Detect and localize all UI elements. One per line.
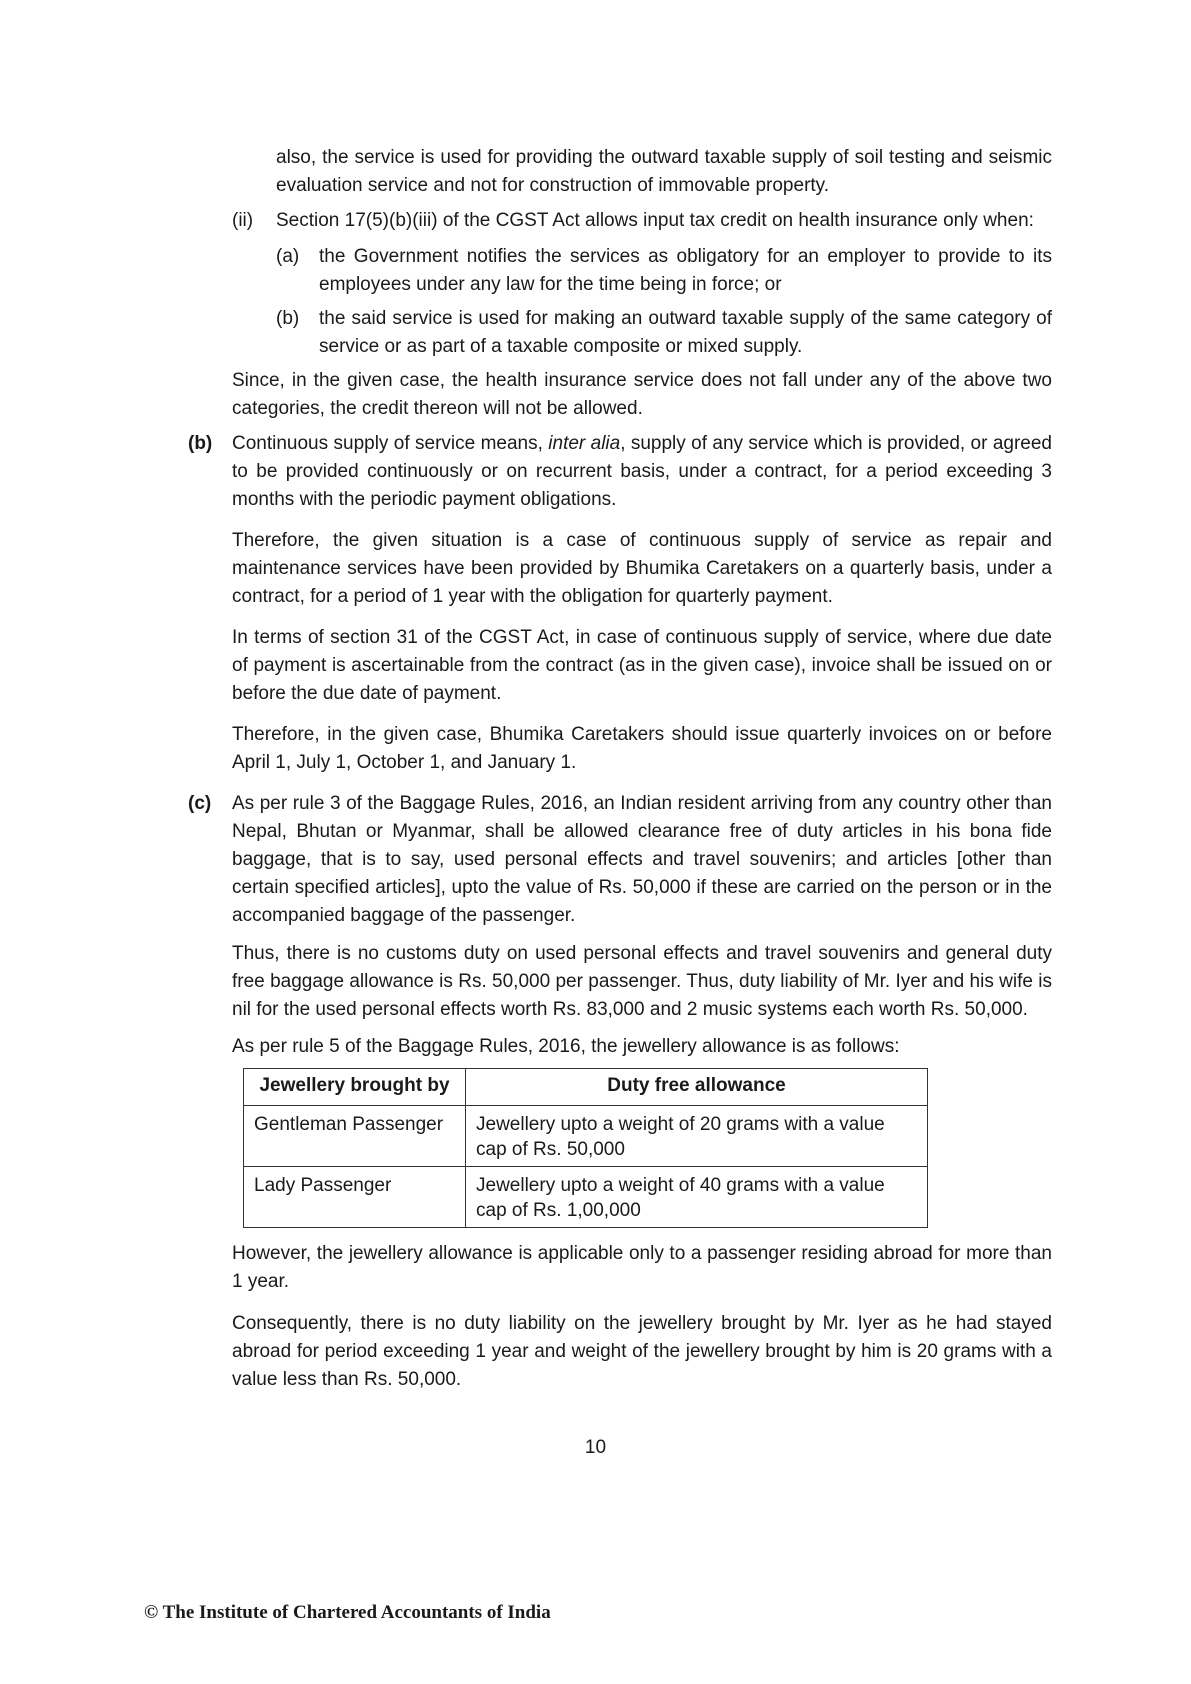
- table-row: [244, 1106, 928, 1167]
- part-b-p4: Therefore, in the given case, Bhumika Caretakers should issue quarterly invoices on or before April 1, July 1, October 1, and January 1.: [232, 724, 1052, 773]
- item-ii-label: (ii): [232, 210, 254, 231]
- item-ii-text: Section 17(5)(b)(iii) of the CGST Act allows input tax credit on health insurance only when:: [276, 210, 1034, 231]
- item-ii-sub-a-label: (a): [276, 246, 300, 267]
- part-c-p1: As per rule 3 of the Baggage Rules, 2016, an Indian resident arriving from any country other than Nepal, Bhutan or Myanmar, shall be allowed clearance free of duty articles in his bona fide baggage, that is to say, used personal effects and travel souvenirs; and articles [other than certain specified articles], upto the value of Rs. 50,000 if these are carried on the person or in the accompanied baggage of the passenger.: [232, 793, 1052, 926]
- table-cell: Lady Passenger: [244, 1167, 466, 1228]
- part-b-p1-post: , supply of any service which is provided, or agreed to be provided continuously or on recurrent basis, under a contract, for a period exceeding 3 months with the periodic payment obligations.: [232, 433, 1052, 510]
- table-cell: Gentleman Passenger: [244, 1106, 466, 1167]
- part-b-p1-italic: inter alia: [548, 433, 621, 454]
- item-ii-sub-b-label: (b): [276, 308, 300, 329]
- part-b-p3: In terms of section 31 of the CGST Act, in case of continuous supply of service, where due date of payment is ascertainable from the contract (as in the given case), invoice shall be issued on or before the due date of payment.: [232, 627, 1052, 704]
- part-c-p5: Consequently, there is no duty liability on the jewellery brought by Mr. Iyer as he had stayed abroad for period exceeding 1 year and weight of the jewellery brought by him is 20 grams with a value less than Rs. 50,000.: [232, 1313, 1052, 1390]
- table-row: [244, 1167, 928, 1228]
- item-ii-sub-b-text: the said service is used for making an outward taxable supply of the same category of service or as part of a taxable composite or mixed supply.: [319, 308, 1052, 357]
- part-c-label: (c): [188, 793, 212, 814]
- part-b-p2: Therefore, the given situation is a case of continuous supply of service as repair and maintenance services have been provided by Bhumika Caretakers on a quarterly basis, under a contract, for a period of 1 year with the obligation for quarterly payment.: [232, 530, 1052, 607]
- part-c-p4: However, the jewellery allowance is applicable only to a passenger residing abroad for more than 1 year.: [232, 1243, 1052, 1292]
- part-b-label: (b): [188, 433, 213, 454]
- item-ii-sub-a-text: the Government notifies the services as obligatory for an employer to provide to its employees under any law for the time being in force; or: [319, 246, 1052, 295]
- table-header-cell: Duty free allowance: [466, 1069, 928, 1106]
- table-header-cell: Jewellery brought by: [244, 1069, 466, 1106]
- item-ii-conclusion: Since, in the given case, the health insurance service does not fall under any of the above two categories, the credit thereon will not be allowed.: [232, 370, 1052, 419]
- footer-copyright: © The Institute of Chartered Accountants of India: [144, 1602, 551, 1623]
- table-cell: Jewellery upto a weight of 20 grams with a value cap of Rs. 50,000: [466, 1106, 928, 1167]
- intro-continuation: also, the service is used for providing the outward taxable supply of soil testing and seismic evaluation service and not for construction of immovable property.: [276, 147, 1052, 196]
- table-header-row: [244, 1069, 928, 1106]
- jewellery-allowance-table: [243, 1068, 928, 1228]
- part-b-p1-pre: Continuous supply of service means,: [232, 433, 549, 454]
- table-cell: Jewellery upto a weight of 40 grams with a value cap of Rs. 1,00,000: [466, 1167, 928, 1228]
- page-number: 10: [584, 1437, 607, 1458]
- part-c-p3: As per rule 5 of the Baggage Rules, 2016, the jewellery allowance is as follows:: [232, 1036, 900, 1057]
- part-b-p1: [232, 430, 1052, 514]
- part-c-p2: Thus, there is no customs duty on used personal effects and travel souvenirs and general duty free baggage allowance is Rs. 50,000 per passenger. Thus, duty liability of Mr. Iyer and his wife is nil for the used personal effects worth Rs. 83,000 and 2 music systems each worth Rs. 50,000.: [232, 943, 1052, 1020]
